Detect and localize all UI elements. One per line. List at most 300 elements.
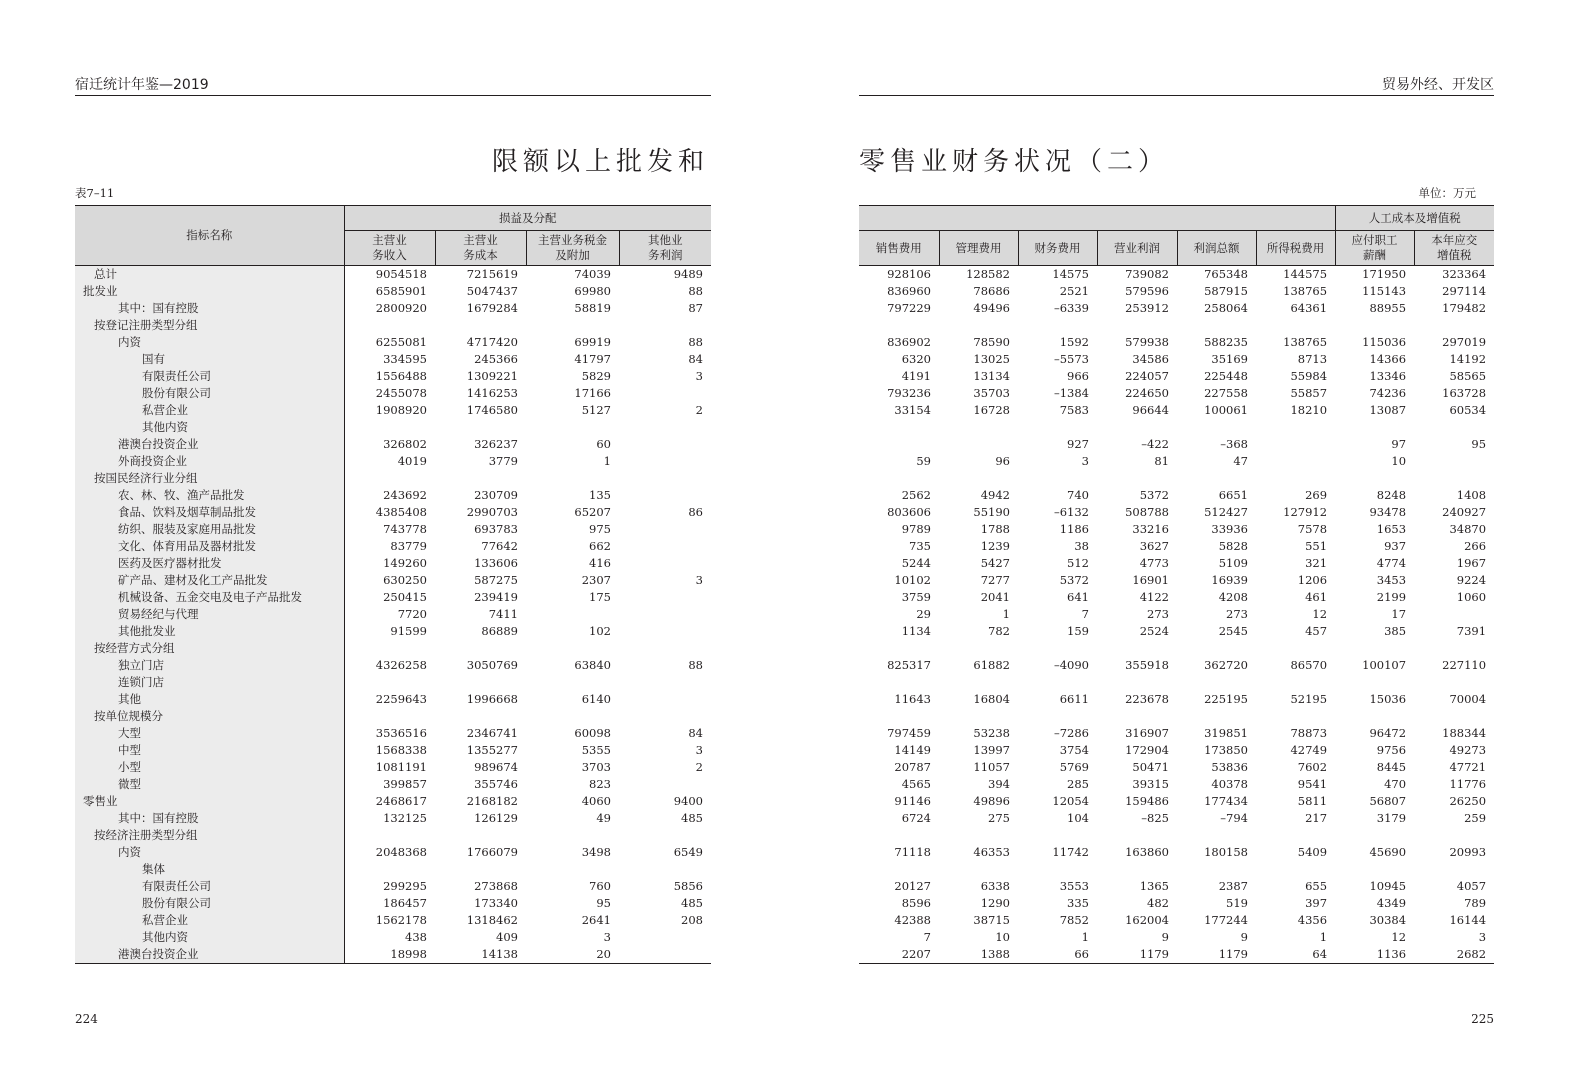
cell-value: 81 [1154,454,1169,468]
cell-value: 104 [1067,811,1089,825]
row-label: 独立门店 [75,657,344,674]
cell-value: 1239 [980,539,1010,553]
row-label: 其他内资 [75,929,344,946]
cell-value: 735 [909,539,931,553]
cell-value: 5355 [581,743,611,757]
cell-value [619,470,711,487]
cell-value: 989674 [474,760,518,774]
cell-value [619,487,711,504]
cell-value [344,708,435,725]
cell-value: 7277 [980,573,1010,587]
table-row [75,453,711,470]
cell-value [619,861,711,878]
table-row [75,368,711,385]
cell-value [344,827,435,844]
cell-value: 662 [589,539,611,553]
cell-value: 409 [496,930,518,944]
cell-value: 208 [681,913,703,927]
cell-value: 355746 [474,777,518,791]
table-row [75,759,711,776]
cell-value: 266 [1464,539,1487,553]
cell-value [619,521,711,538]
table-row [75,691,711,708]
cell-value: 16939 [1211,573,1248,587]
cell-value [1097,827,1177,844]
cell-value: –7286 [1053,726,1089,740]
cell-value: –422 [1141,437,1169,451]
cell-value: 132125 [383,811,427,825]
table-row [75,436,711,453]
cell-value: 10945 [1369,879,1407,893]
cell-value: 789 [1464,896,1487,910]
cell-value [619,453,711,470]
cell-value: 17166 [574,386,611,400]
cell-value: 937 [1384,539,1407,553]
cell-value: 1 [1081,930,1089,944]
cell-value: 227558 [1204,386,1248,400]
cell-value: 2990703 [466,505,518,519]
cell-value: 5856 [673,879,703,893]
row-label: 中型 [75,742,344,759]
cell-value: 4565 [901,777,931,791]
table-row [859,334,1494,351]
cell-value: 14149 [894,743,931,757]
cell-value [1414,674,1494,691]
cell-value: 10 [1391,454,1407,468]
table-row [75,912,711,929]
cell-value: 1908920 [375,403,427,417]
cell-value: 65207 [574,505,611,519]
table-label: 表7–11 [75,186,115,200]
cell-value: 836902 [887,335,931,349]
table-row [75,504,711,521]
cell-value: 71118 [894,845,931,859]
cell-value: 1679284 [466,301,518,315]
cell-value: 100061 [1204,403,1248,417]
cell-value: 588235 [1204,335,1248,349]
cell-value [619,589,711,606]
cell-value: 2259643 [375,692,427,706]
table-row [75,334,711,351]
table-row [859,283,1494,300]
cell-value: 47 [1233,454,1248,468]
cell-value [939,674,1018,691]
cell-value: 803606 [887,505,931,519]
cell-value: 3050769 [466,658,518,672]
cell-value [1335,708,1414,725]
row-label: 集体 [75,861,344,878]
cell-value: 321 [1305,556,1328,570]
table-row [859,895,1494,912]
cell-value [939,436,1018,453]
table-row [859,946,1494,964]
cell-value [619,827,711,844]
cell-value: 519 [1226,896,1248,910]
cell-value: 399857 [383,777,427,791]
cell-value: 149260 [383,556,427,570]
cell-value: 966 [1067,369,1089,383]
row-label: 纺织、服装及家庭用品批发 [75,521,344,538]
cell-value: 127912 [1283,505,1328,519]
table-row [75,283,711,300]
data-table-right [859,205,1494,964]
cell-value: 3 [695,573,703,587]
cell-value: 16901 [1132,573,1169,587]
cell-value [435,674,526,691]
cell-value: 74039 [574,267,611,281]
cell-value: 96 [995,454,1010,468]
cell-value [1414,453,1494,470]
cell-value: 285 [1067,777,1089,791]
cell-value: 64 [1256,946,1335,964]
cell-value: 52195 [1290,692,1328,706]
cell-value [1256,640,1335,657]
row-label: 内资 [75,334,344,351]
cell-value [1414,861,1494,878]
cell-value: 2307 [581,573,611,587]
cell-value [1018,708,1097,725]
cell-value: 630250 [383,573,427,587]
table-row [75,555,711,572]
page-number-right: 225 [1471,1012,1494,1026]
cell-value: 4774 [1376,556,1407,570]
cell-value: 470 [1384,777,1407,791]
cell-value [1335,419,1414,436]
table-row [75,606,711,623]
cell-value [1177,861,1256,878]
cell-value: 3627 [1139,539,1169,553]
cell-value: 86570 [1290,658,1328,672]
cell-value: 56807 [1369,794,1407,808]
cell-value: 13346 [1369,369,1407,383]
cell-value: 17 [1391,607,1407,621]
cell-value: 760 [589,879,611,893]
cell-value [1256,708,1335,725]
cell-value [344,317,435,334]
cell-value: 3703 [581,760,611,774]
cell-value: 16728 [973,403,1010,417]
cell-value [1018,470,1097,487]
table-row [859,402,1494,419]
row-label: 总计 [75,266,344,284]
cell-value: 394 [988,777,1010,791]
row-label: 私营企业 [75,402,344,419]
cell-value: 397 [1305,896,1328,910]
cell-value: 58819 [574,301,611,315]
cell-value: 269 [1305,488,1328,502]
cell-value [1256,470,1335,487]
table-row [859,572,1494,589]
table-row [859,521,1494,538]
cell-value: 135 [589,488,611,502]
cell-value: 3498 [581,845,611,859]
cell-value [939,317,1018,334]
cell-value: 18210 [1290,403,1328,417]
cell-value [859,861,939,878]
cell-value: 512427 [1204,505,1248,519]
cell-value: 7215619 [466,267,518,281]
row-label: 微型 [75,776,344,793]
right-column-header: 销售费用 [859,231,939,266]
cell-value: 100107 [1362,658,1407,672]
cell-value: 3 [1081,454,1089,468]
row-label: 其中：国有控股 [75,300,344,317]
left-column-header: 主营业 务成本 [435,231,526,266]
cell-value [619,929,711,946]
row-label: 外商投资企业 [75,453,344,470]
cell-value: 297114 [1442,284,1487,298]
cell-value: 29 [916,607,931,621]
cell-value: 6611 [1059,692,1089,706]
table-row [859,810,1494,827]
table-row [75,640,711,657]
cell-value: 239419 [474,590,518,604]
cell-value [1097,640,1177,657]
cell-value: –4090 [1053,658,1089,672]
cell-value: 2455078 [375,386,427,400]
cell-value: 825317 [887,658,931,672]
cell-value: 4019 [397,454,427,468]
cell-value [1177,827,1256,844]
cell-value: 4356 [1297,913,1328,927]
cell-value: 9489 [673,267,703,281]
cell-value: 587275 [474,573,518,587]
table-row [75,385,711,402]
cell-value: 14192 [1449,352,1487,366]
cell-value [859,827,939,844]
row-label: 贸易经纪与代理 [75,606,344,623]
row-label: 其中：国有控股 [75,810,344,827]
cell-value [1177,317,1256,334]
cell-value: 1290 [980,896,1010,910]
cell-value: 3 [695,743,703,757]
cell-value: 173850 [1204,743,1248,757]
cell-value [1097,470,1177,487]
cell-value [526,640,619,657]
cell-value: 4385408 [375,505,427,519]
cell-value: 83779 [390,539,427,553]
cell-value [619,385,711,402]
table-row [75,521,711,538]
cell-value: 6320 [901,352,931,366]
table-row [75,810,711,827]
cell-value [1256,317,1335,334]
cell-value: 77642 [481,539,518,553]
table-row [75,623,711,640]
cell-value: 13134 [973,369,1010,383]
cell-value: 4208 [1218,590,1248,604]
cell-value: 9224 [1456,573,1487,587]
cell-value: 225448 [1204,369,1248,383]
cell-value [619,317,711,334]
table-row [859,623,1494,640]
table-row [75,487,711,504]
cell-value: 6549 [673,845,703,859]
cell-value: 179482 [1442,301,1487,315]
cell-value: 49896 [973,794,1010,808]
cell-value [859,470,939,487]
cell-value: 1562178 [375,913,427,927]
cell-value: 11057 [973,760,1010,774]
cell-value: 9756 [1376,743,1407,757]
cell-value: 797229 [887,301,931,315]
cell-value: 12054 [1052,794,1089,808]
cell-value: 84 [688,726,703,740]
cell-value: 172904 [1125,743,1169,757]
row-label: 内资 [75,844,344,861]
cell-value: 49273 [1449,743,1487,757]
cell-value: 224650 [1125,386,1169,400]
cell-value: 5127 [581,403,611,417]
cell-value [1018,419,1097,436]
cell-value: 438 [405,930,427,944]
row-label: 其他批发业 [75,623,344,640]
cell-value: 34870 [1449,522,1487,536]
cell-value [526,674,619,691]
page-title-right: 零售业财务状况（二） [859,147,1170,178]
cell-value: 86889 [481,624,518,638]
table-row [859,861,1494,878]
cell-value: 40378 [1211,777,1248,791]
cell-value: –6339 [1053,301,1089,315]
cell-value: 58565 [1449,369,1487,383]
left-column-header: 主营业务税金 及附加 [526,231,619,266]
cell-value: –794 [1220,811,1248,825]
cell-value: 1592 [1059,335,1089,349]
cell-value: 61882 [973,658,1010,672]
cell-value [435,419,526,436]
cell-value: 227110 [1442,658,1487,672]
table-row [859,368,1494,385]
table-row [859,436,1494,453]
row-label: 有限责任公司 [75,878,344,895]
row-label: 批发业 [75,283,344,300]
right-column-header: 利润总额 [1177,231,1256,266]
table-row [75,776,711,793]
cell-value: 1136 [1335,946,1414,964]
row-label: 机械设备、五金交电及电子产品批发 [75,589,344,606]
table-row [859,827,1494,844]
cell-value: 4122 [1139,590,1169,604]
cell-value: 2 [695,403,703,417]
cell-value: 765348 [1204,267,1248,281]
row-label: 零售业 [75,793,344,810]
cell-value: 5409 [1297,845,1328,859]
data-table-left [75,205,711,964]
cell-value: 33154 [894,403,931,417]
cell-value [939,861,1018,878]
table-row [859,589,1494,606]
cell-value: 5829 [581,369,611,383]
cell-value: 1 [1002,607,1010,621]
cell-value: 1788 [980,522,1010,536]
cell-value: –5573 [1053,352,1089,366]
cell-value [435,470,526,487]
right-column-header: 管理费用 [939,231,1018,266]
cell-value: 5427 [980,556,1010,570]
cell-value: 26250 [1449,794,1487,808]
cell-value: 253912 [1125,301,1169,315]
cell-value: 1355277 [466,743,518,757]
cell-value [1414,827,1494,844]
cell-value: 485 [681,811,703,825]
cell-value [619,640,711,657]
cell-value: 128582 [966,267,1010,281]
cell-value [344,861,435,878]
cell-value [435,861,526,878]
cell-value: 3 [603,930,611,944]
cell-value: 3179 [1376,811,1407,825]
cell-value [435,640,526,657]
cell-value: 579938 [1125,335,1169,349]
cell-value: 7583 [1059,403,1089,417]
cell-value: 180158 [1204,845,1248,859]
table-row [75,674,711,691]
cell-value: 11742 [1052,845,1089,859]
cell-value: 326802 [383,437,427,451]
cell-value: 9 [1240,930,1248,944]
cell-value [344,470,435,487]
cell-value: 3536516 [375,726,427,740]
cell-value: 579596 [1125,284,1169,298]
cell-value: 4773 [1139,556,1169,570]
cell-value: 2346741 [466,726,518,740]
cell-value: 2048368 [375,845,427,859]
cell-value: 11776 [1449,777,1487,791]
cell-value [1256,827,1335,844]
cell-value: 162004 [1125,913,1169,927]
cell-value: 60534 [1449,403,1487,417]
cell-value: 14366 [1369,352,1407,366]
cell-value [435,708,526,725]
cell-value: 5828 [1218,539,1248,553]
cell-value: 3 [695,369,703,383]
table-row [859,776,1494,793]
cell-value: 4349 [1376,896,1407,910]
cell-value [939,470,1018,487]
cell-value: 334595 [383,352,427,366]
cell-value: 1 [603,454,611,468]
cell-value: 42388 [894,913,931,927]
row-label: 私营企业 [75,912,344,929]
page-title-left: 限额以上批发和 [491,147,709,178]
cell-value: 335 [1067,896,1089,910]
cell-value: 1568338 [375,743,427,757]
cell-value [1414,708,1494,725]
table-row [859,912,1494,929]
cell-value [526,708,619,725]
left-column-header: 主营业 务收入 [344,231,435,266]
table-row [75,861,711,878]
cell-value: 6140 [581,692,611,706]
unit-label: 单位：万元 [1418,186,1476,200]
table-row [859,470,1494,487]
page-number-left: 224 [75,1012,98,1026]
cell-value: 316907 [1125,726,1169,740]
cell-value: 38 [1074,539,1089,553]
cell-value: 782 [988,624,1010,638]
cell-value: 20127 [894,879,931,893]
cell-value: 250415 [383,590,427,604]
cell-value [619,623,711,640]
row-label: 按登记注册类型分组 [75,317,344,334]
cell-value: 55857 [1290,386,1328,400]
cell-value [1177,708,1256,725]
table-row [859,759,1494,776]
cell-value: 258064 [1204,301,1248,315]
cell-value: 96644 [1132,403,1169,417]
cell-value: 6255081 [375,335,427,349]
